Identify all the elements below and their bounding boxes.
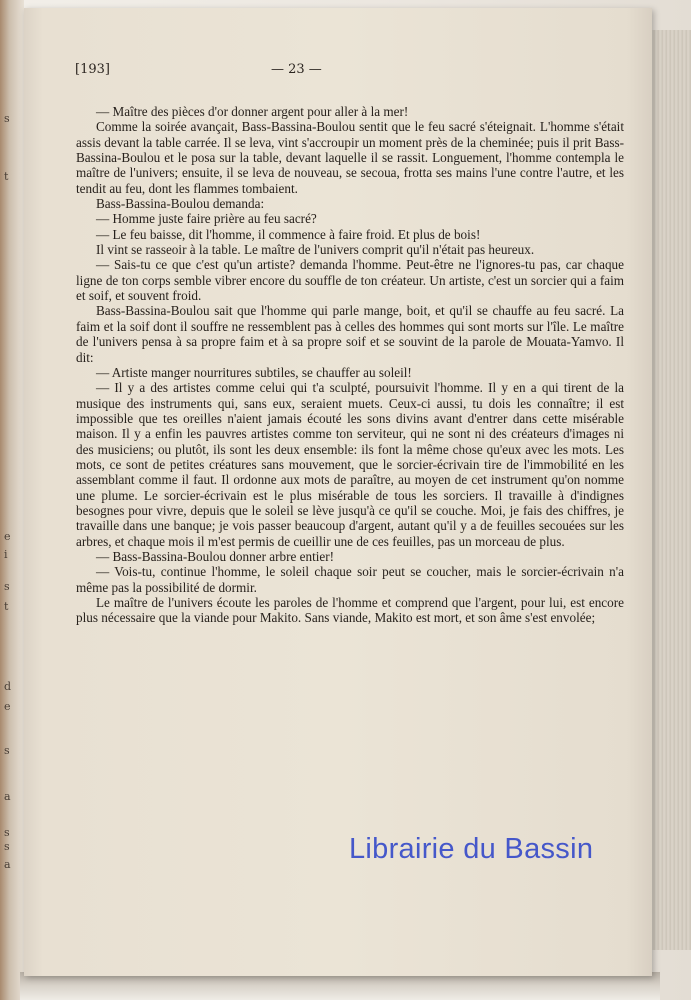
paragraph: — Artiste manger nourritures subtiles, se chauffer au soleil! <box>96 364 412 380</box>
left-page-letter: i <box>4 548 8 561</box>
left-page-letter: s <box>4 826 10 839</box>
page-number: — 23 — <box>271 62 322 77</box>
left-page-letter: d <box>4 680 12 693</box>
page-reference: [193] <box>75 62 110 77</box>
left-page-letter: e <box>4 530 11 543</box>
paragraph: Bass-Bassina-Boulou sait que l'homme qui parle mange, boit, et qu'il se chauffe au feu sacré. La faim et la soif dont il souffre ne ressemblent pas à celles des hommes qui sont morts sur l'île. Le maître de l'univers pensa à sa propre faim et à sa propre soif et se souvint de la parole de Mouata-Yamvo. Il dit: <box>76 303 624 365</box>
paragraph: — Maître des pièces d'or donner argent pour aller à la mer! <box>96 104 409 119</box>
right-page-edges <box>650 30 691 950</box>
watermark: Librairie du Bassin <box>349 833 594 865</box>
page-header <box>75 62 635 82</box>
left-page-letter: s <box>4 112 10 125</box>
left-page-letter: a <box>4 790 11 803</box>
left-page-letter: s <box>4 840 10 853</box>
paragraph: — Homme juste faire prière au feu sacré? <box>96 211 317 227</box>
paragraph: Il vint se rasseoir à la table. Le maître de l'univers comprit qu'il n'était pas heureux. <box>96 242 535 258</box>
left-page-letter: s <box>4 580 10 593</box>
bottom-page-edge <box>20 972 660 1000</box>
paragraph: — Il y a des artistes comme celui qui t'a sculpté, poursuivit l'homme. Il y en a qui tirent de la musique des instruments qui, sans eux, seraient muets. Ceux-ci aussi, tu dois les connaître; il est impossible que tes oreilles n'aient jamais écouté les sons divins avant d'entrer dans cette misérable maison. Il y a enfin les pauvres artistes comme ton serviteur, qui ne sont ni des créateurs d'images ni des musiciens; ou plutôt, ils sont les deux ensemble: ils font la même chose qu'eux avec les mots. Les mots, ce sont de petites créatures sans mouvement, que le sorcier-écrivain tire de l'immobilité en les assemblant comme il faut. Il ordonne aux mots de paraître, au moyen de cet instrument qu'on nomme une plume. Le sorcier-écrivain est le plus misérable de tous les sorciers. Il travaille à d'indignes besognes pour vivre, depuis que le soleil se lève jusqu'à ce qu'il se couche. Moi, je fais des chiffres, je travaille dans une banque; je vois passer beaucoup d'argent, autant qu'il y a de feuilles secouées sur les arbres, et chaque mois il m'est permis de cueillir une de ces feuilles, pas un morceau de plus. <box>76 380 624 549</box>
paragraph: Comme la soirée avançait, Bass-Bassina-Boulou sentit que le feu sacré s'éteignait. L'homme s'était assis devant la table carrée. Il se leva, vint s'accroupir un moment près de la cheminée; puis il prit Bass-Bassina-Boulou et le posa sur la table, devant laquelle il se rassit. Longuement, l'homme contempla le maître de l'univers; ensuite, il se leva de nouveau, se secoua, frotta ses mains l'une contre l'autre, et les tendit au feu, dont les flammes tombaient. <box>76 119 624 196</box>
paragraph: Le maître de l'univers écoute les paroles de l'homme et comprend que l'argent, pour lui, est encore plus nécessaire que la viande pour Makito. Sans viande, Makito est mort, et son âme s'est envolée; <box>76 595 624 626</box>
page-body-text <box>76 104 624 626</box>
paragraph: — Sais-tu ce que c'est qu'un artiste? demanda l'homme. Peut-être ne l'ignores-tu pas, car chaque ligne de ton corps semble vibrer encore du souffle de ton créateur. Un artiste, c'est un sorcier qui a faim et soif, et souvent froid. <box>76 257 624 304</box>
left-page-letter: a <box>4 858 11 871</box>
left-page-letter: t <box>4 600 9 613</box>
left-page-fragments <box>0 0 20 1000</box>
paragraph: — Bass-Bassina-Boulou donner arbre entier! <box>96 548 335 564</box>
left-page-letter: s <box>4 744 10 757</box>
paragraph: — Vois-tu, continue l'homme, le soleil chaque soir peut se coucher, mais le sorcier-écrivain n'a même pas la possibilité de dormir. <box>76 564 624 595</box>
left-page-letter: t <box>4 170 9 183</box>
paragraph: Bass-Bassina-Boulou demanda: <box>96 196 265 212</box>
paragraph: — Le feu baisse, dit l'homme, il commence à faire froid. Et plus de bois! <box>96 226 481 242</box>
left-page-letter: e <box>4 700 11 713</box>
